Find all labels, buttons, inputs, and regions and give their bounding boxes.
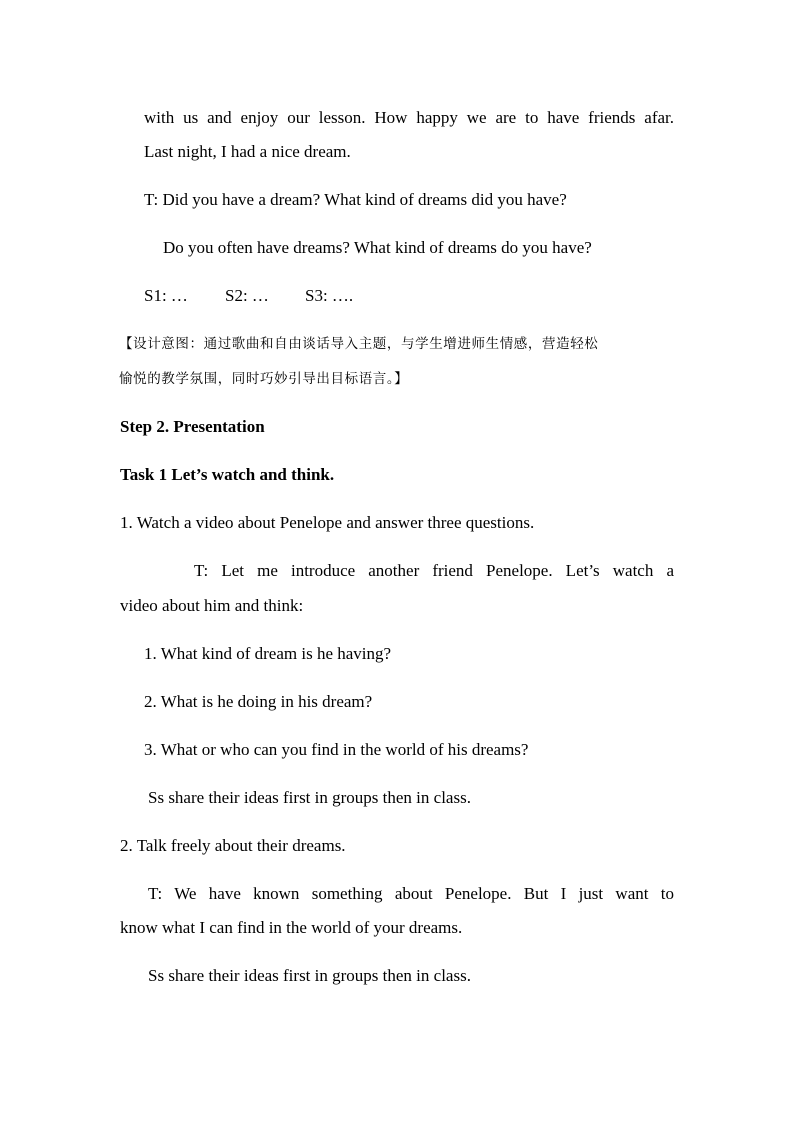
intro-line-1: with us and enjoy our lesson. How happy we are to have friends afar. (144, 108, 674, 127)
student-answer-1: S1: … (144, 286, 188, 305)
task1-heading: Task 1 Let’s watch and think. (120, 465, 335, 484)
task-item-2: 2. Talk freely about their dreams. (120, 836, 346, 855)
question-2: 2. What is he doing in his dream? (144, 692, 373, 711)
teacher-known-line-2: know what I can find in the world of your dreams. (120, 918, 463, 937)
teacher-known-line-1: T: We have known something about Penelope. But I just want to (148, 884, 674, 903)
teacher-question-2: Do you often have dreams? What kind of dreams do you have? (163, 238, 592, 257)
teacher-intro-line-2: video about him and think: (120, 596, 304, 615)
task-item-1: 1. Watch a video about Penelope and answer three questions. (120, 513, 535, 532)
design-intent-line-2: 愉悦的教学氛围，同时巧妙引导出目标语言。】 (119, 371, 409, 387)
student-answer-2: S2: … (225, 286, 269, 305)
students-share-1: Ss share their ideas first in groups then in class. (148, 788, 471, 807)
question-1: 1. What kind of dream is he having? (144, 644, 392, 663)
teacher-question-1: T: Did you have a dream? What kind of dreams did you have? (144, 190, 567, 209)
question-3: 3. What or who can you find in the world of his dreams? (144, 740, 529, 759)
step2-heading: Step 2. Presentation (120, 417, 265, 436)
students-share-2: Ss share their ideas first in groups then in class. (148, 966, 471, 985)
intro-line-2: Last night, I had a nice dream. (144, 142, 351, 161)
design-intent-line-1: 【设计意图：通过歌曲和自由谈话导入主题，与学生增进师生情感，营造轻松 (119, 336, 599, 352)
teacher-intro-line-1: T: Let me introduce another friend Penelope. Let’s watch a (194, 561, 674, 580)
student-answer-3: S3: …. (305, 286, 354, 305)
